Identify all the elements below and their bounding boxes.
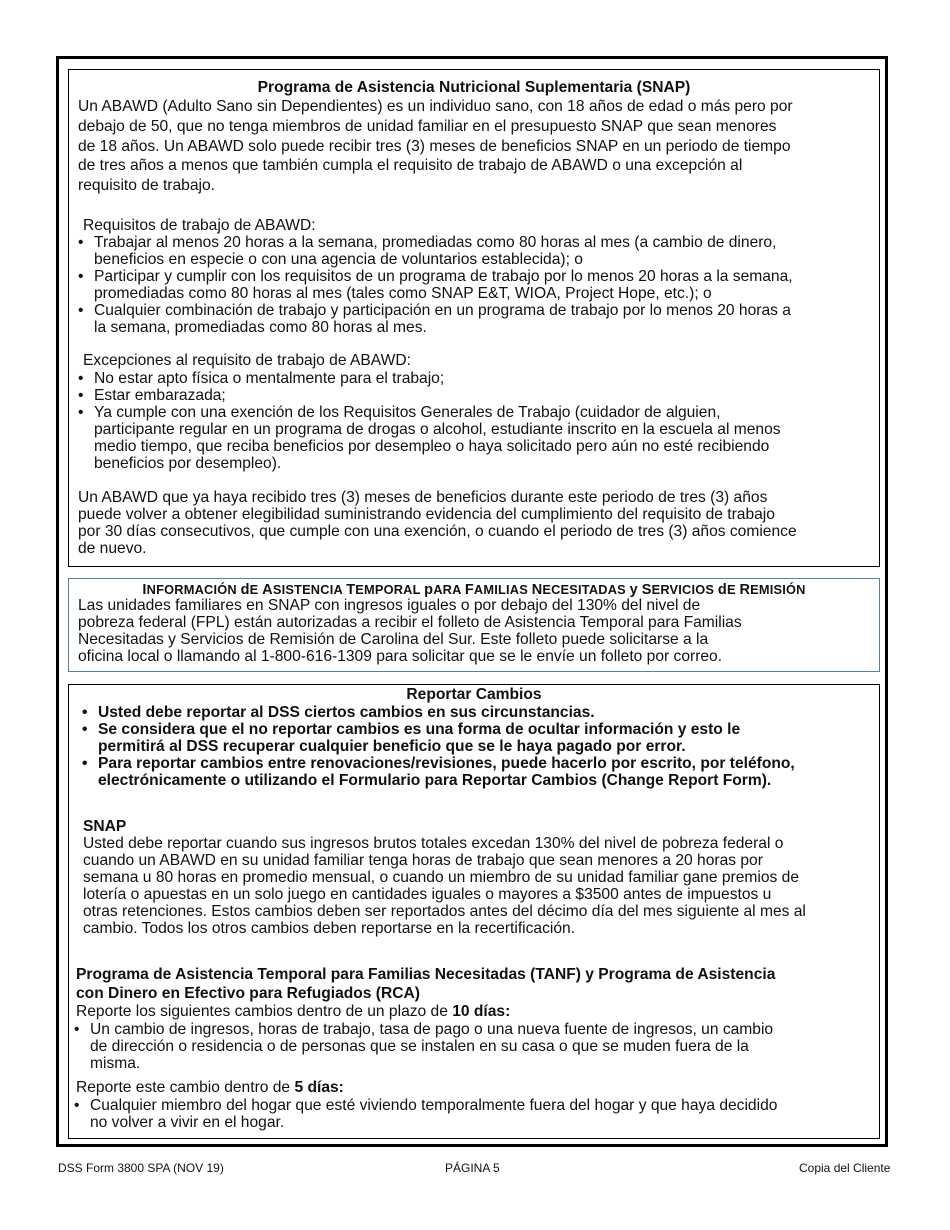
snap-report-line: cuando un ABAWD en su unidad familiar tenga horas de trabajo que sean menores a 20 horas por	[83, 852, 763, 869]
ten-days-prefix: Reporte los siguientes cambios dentro de un plazo de	[76, 1003, 453, 1020]
snap-intro-line: Un ABAWD (Adulto Sano sin Dependientes) es un individuo sano, con 18 años de edad o más pero por	[78, 98, 793, 115]
exceptions-heading: Excepciones al requisito de trabajo de ABAWD:	[83, 352, 411, 369]
snap-closing-line: Un ABAWD que ya haya recibido tres (3) meses de beneficios durante este periodo de tres (3) años	[78, 489, 768, 506]
snap-intro-line: de tres años a menos que también cumpla el requisito de trabajo de ABAWD o una excepción al	[78, 157, 743, 174]
snap-closing-line: de nuevo.	[78, 540, 147, 557]
list-item: • No estar apto física o mentalmente para el trabajo;	[78, 370, 878, 387]
five-days-list	[74, 1097, 874, 1131]
tanf-info-line: pobreza federal (FPL) están autorizadas a recibir el folleto de Asistencia Temporal para Familias	[78, 614, 742, 631]
list-item: • Usted debe reportar al DSS ciertos cambios en sus circunstancias.	[82, 704, 877, 721]
report-changes-title: Reportar Cambios	[406, 686, 542, 703]
list-item: • Estar embarazada;	[78, 387, 878, 404]
five-days-prefix: Reporte este cambio dentro de	[76, 1079, 295, 1096]
snap-closing-line: por 30 días consecutivos, que cumple con una exención, o cuando el periodo de tres (3) años comience	[78, 523, 797, 540]
list-item: • Se considera que el no reportar cambios es una forma de ocultar información y esto le permitirá al DSS recuperar cualquier beneficio que se le haya pagado por error.	[82, 721, 877, 755]
list-item: • Un cambio de ingresos, horas de trabajo, tasa de pago o una nueva fuente de ingresos, un cambio de dirección o residencia o de personas que se instalen en su casa o que se muden fuera de la misma.	[74, 1021, 874, 1072]
list-item: • Cualquier miembro del hogar que esté viviendo temporalmente fuera del hogar y que haya decidido no volver a vivir en el hogar.	[74, 1097, 874, 1131]
five-days-intro	[76, 1079, 344, 1097]
ten-days-list	[74, 1021, 874, 1072]
snap-report-line: lotería o apuestas en un solo juego en cantidades iguales o mayores a $3500 antes de impuestos u	[83, 886, 772, 903]
tanf-info-line: Necesitadas y Servicios de Remisión de Carolina del Sur. Este folleto puede solicitarse a la	[78, 631, 709, 648]
tanf-info-line: oficina local o llamando al 1-800-616-1309 para solicitar que se le envíe un folleto por correo.	[78, 648, 723, 665]
requirements-list	[78, 234, 878, 336]
snap-intro-line: de 18 años. Un ABAWD solo puede recibir tres (3) meses de beneficios SNAP en un periodo de tiempo	[78, 138, 791, 155]
tanf-info-title: INFORMACIÓN dE ASISTENCIA TEMPORAL pARA FAMILIAS NECESITADAS y SERVICIOS dE REMISIÓN	[142, 582, 806, 598]
copy-label: Copia del Cliente	[799, 1161, 891, 1175]
tanf-info-line: Las unidades familiares en SNAP con ingresos iguales o por debajo del 130% del nivel de	[78, 597, 701, 614]
snap-report-line: Usted debe reportar cuando sus ingresos brutos totales excedan 130% del nivel de pobreza federal o	[83, 835, 784, 852]
list-item: • Cualquier combinación de trabajo y participación en un programa de trabajo por lo menos 20 horas a la semana, promediadas como 80 horas al mes.	[78, 302, 878, 336]
snap-intro-line: requisito de trabajo.	[78, 177, 215, 194]
list-item: • Ya cumple con una exención de los Requisitos Generales de Trabajo (cuidador de alguien, participante regular en un programa de drogas o alcohol, estudiante inscrito en la escuela al menos medio tiempo, que reciba beneficios por desempleo o haya solicitado pero aún no esté recibiendo beneficios por desempleo).	[78, 404, 878, 472]
page-number: PÁGINA 5	[445, 1161, 500, 1175]
list-item: • Trabajar al menos 20 horas a la semana, promediadas como 80 horas al mes (a cambio de dinero, beneficios en especie o con una agencia de voluntarios establecida); o	[78, 234, 878, 268]
exceptions-list	[78, 370, 878, 472]
snap-report-line: semana u 80 horas en promedio mensual, o cuando un miembro de su unidad familiar gane premios de	[83, 869, 800, 886]
list-item: • Para reportar cambios entre renovaciones/revisiones, puede hacerlo por escrito, por teléfono, electrónicamente o utilizando el Formulario para Reportar Cambios (Change Report Form).	[82, 755, 877, 789]
five-days-bold: 5 días:	[294, 1079, 344, 1096]
report-changes-bullets	[82, 704, 877, 789]
requirements-heading: Requisitos de trabajo de ABAWD:	[83, 217, 316, 234]
snap-intro-line: debajo de 50, que no tenga miembros de unidad familiar en el presupuesto SNAP que sean menores	[78, 118, 777, 135]
snap-report-line: cambio. Todos los otros cambios deben reportarse en la recertificación.	[83, 920, 576, 937]
form-id: DSS Form 3800 SPA (NOV 19)	[58, 1161, 224, 1175]
ten-days-bold: 10 días:	[452, 1003, 511, 1020]
ten-days-intro	[76, 1003, 510, 1021]
snap-report-line: otras retenciones. Estos cambios deben ser reportados antes del décimo día del mes siguiente al mes al	[83, 903, 806, 920]
list-item: • Participar y cumplir con los requisitos de un programa de trabajo por lo menos 20 horas a la semana, promediadas como 80 horas al mes (tales como SNAP E&T, WIOA, Project Hope, etc.); o	[78, 268, 878, 302]
tanf-rca-heading: Programa de Asistencia Temporal para Familias Necesitadas (TANF) y Programa de Asistencia	[76, 966, 776, 983]
snap-report-heading: SNAP	[83, 818, 127, 835]
tanf-rca-heading: con Dinero en Efectivo para Refugiados (RCA)	[76, 985, 420, 1002]
snap-section-title: Programa de Asistencia Nutricional Suplementaria (SNAP)	[257, 79, 691, 96]
snap-closing-line: puede volver a obtener elegibilidad suministrando evidencia del cumplimiento del requisito de trabajo	[78, 506, 775, 523]
